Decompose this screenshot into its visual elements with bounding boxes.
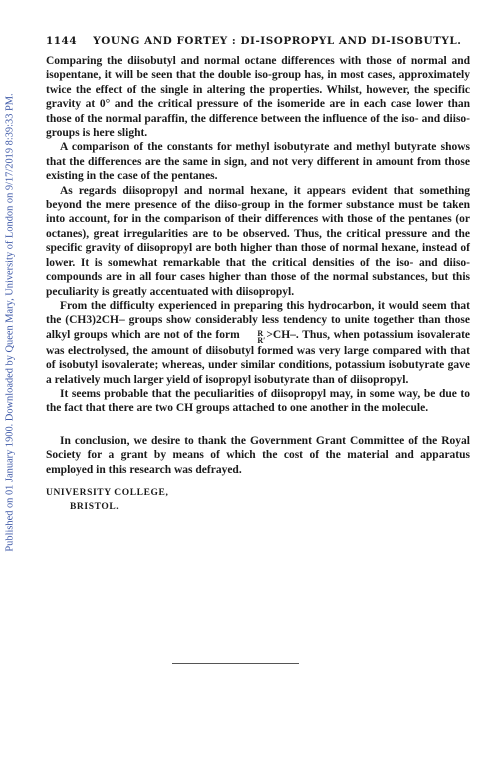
paragraph-6: In conclusion, we desire to thank the Government Grant Committee of the Royal Society for a grant by means of which the cost of the material and apparatus employed in this research was defrayed. [46,434,470,476]
paragraph-5: It seems probable that the peculiarities of diisopropyl may, in some way, be due to the fact that there are two CH groups attached to one another in the molecule. [46,387,470,415]
paragraph-4 [46,299,470,387]
paragraph-4-start: From the difficulty experienced in preparing this hydrocarbon, it would seem that the (CH3)2CH– groups show considerably less tendency to unite together than those alkyl groups which are not of the form [46,299,470,341]
signature-city: BRISTOL. [70,502,120,513]
signature-block [46,486,470,515]
paragraph-4-end: >CH–. Thus, when potassium isovalerate was electrolysed, the amount of diisobutyl formed was very large compared with that of isobutyl isovalerate; whereas, under similar conditions, potassium isobutyrate gave a relatively much larger yield of isopropyl isobutyrate than of diisopropyl. [46,328,471,386]
paragraph-1: Comparing the diisobutyl and normal octane differences with those of normal and isopentane, it will be seen that the double iso-group has, in most cases, approximately twice the effect of the single in altering the properties. Whilst, however, the specific gravity at 0° and the critical pressure of the isomeride are in each case lower than those of the normal paraffin, the difference between the influence of the iso- and diiso-groups is here slight. [46,55,470,140]
page-number: 1144 [46,35,78,47]
download-watermark [2,24,18,620]
section-gap [46,416,470,434]
paragraph-2: A comparison of the constants for methyl isobutyrate and methyl butyrate shows that the differences are the same in sign, and not very different in amount from those existing in the case of the pentanes. [46,141,470,183]
alkyl-formula-fraction [243,330,265,344]
alkyl-r-prime: R′ [257,335,266,345]
alkyl-r: R [257,328,264,338]
running-header [46,35,462,47]
end-rule [172,663,299,664]
article-body [46,54,470,515]
running-title: YOUNG AND FORTEY : DI-ISOPROPYL AND DI-ISOBUTYL. [93,35,462,47]
paragraph-3: As regards diisopropyl and normal hexane, it appears evident that something beyond the mere presence of the diiso-group in the former substance must be taken into account, for in the comparison of their differences with those of the pentanes (or octanes), great irregularities are to be observed. Thus, the critical pressure and the specific gravity of diisopropyl are both higher than those of normal hexane, instead of lower. It is somewhat remarkable that the critical densities of the iso- and diiso-compounds are in all four cases higher than those of the normal substances, but this peculiarity is greatly accentuated with diisopropyl. [46,184,470,298]
signature-institution: UNIVERSITY COLLEGE, [46,487,169,498]
download-watermark-text: Published on 01 January 1900. Downloaded by Queen Mary, University of London on 9/17/2019 8:39:33 PM. [4,92,16,552]
